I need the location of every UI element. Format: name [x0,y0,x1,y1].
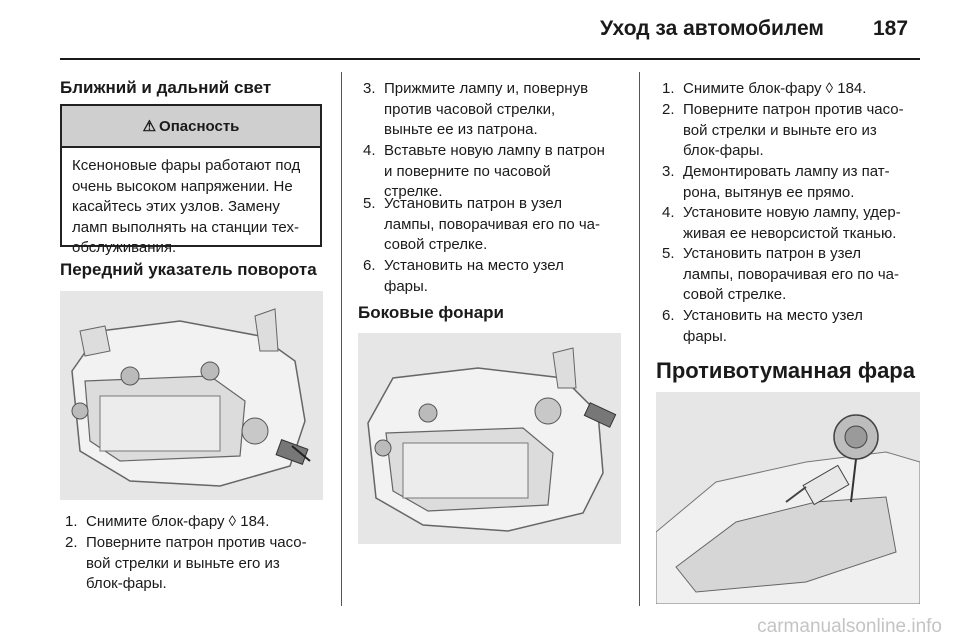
step-number: 2. [65,534,78,551]
step-line: вой стрелки и выньте его из [683,121,877,139]
step-number: 5. [662,245,675,262]
step-line: Установить патрон в узел [683,245,861,262]
step-line: живая ее неворсистой тканью. [683,224,897,242]
step-number: 3. [363,80,376,97]
step-line: Установить на место узел [683,307,863,324]
step-line: фары. [683,327,727,345]
headlamp-side-light-illustration [358,333,621,544]
warning-header [62,106,320,148]
watermark: carmanualsonline.info [757,616,942,637]
warning-box [60,104,322,256]
step-text [683,203,901,244]
step-line: Прижмите лампу и, повернув [384,80,589,97]
step-line: совой стрелке. [384,236,488,253]
step-number: 1. [65,513,78,530]
step-line: Установить на место узел [384,257,564,274]
section-heading-low-high-beam: Ближний и дальний свет [60,78,272,97]
step-line: Установите новую лампу, удер- [683,204,901,221]
step-text [683,244,899,306]
step-text [384,256,564,297]
warning-line: ламп выполнять на станции тех- [72,218,299,236]
step-line: выньте ее из патрона. [384,121,538,138]
section-heading-turn-signal: Передний указатель поворота [60,260,317,279]
step-line: лампы, поворачивая его по ча- [683,265,900,283]
step-number: 6. [363,257,376,274]
fog-lamp-illustration [656,392,920,604]
warning-line: Ксеноновые фары работают под [72,157,301,174]
warning-title: Опасность [159,117,240,135]
warning-line: касайтесь этих узлов. Замену [72,198,280,215]
step-text: Снимите блок-фару ◊ 184. [683,80,867,97]
step-line: стрелке. [384,183,443,200]
step-text [683,100,904,162]
step-line: и поверните по часовой [384,162,551,180]
step-number: 2. [662,101,675,118]
step-number: 5. [363,195,376,212]
step-line: блок-фары. [86,575,167,592]
step-number: 3. [662,163,675,180]
step-line: вой стрелки и выньте его из [86,554,280,572]
warning-line: обслуживания. [72,239,177,256]
warning-text [62,148,320,267]
step-line: Вставьте новую лампу в патрон [384,142,605,159]
step-line: Поверните патрон против часо- [683,101,904,118]
step-text: Снимите блок-фару ◊ 184. [86,513,270,530]
step-line: совой стрелке. [683,286,787,303]
step-text [683,162,890,203]
header-rule [60,58,920,60]
step-text [384,194,600,256]
step-number: 1. [662,80,675,97]
step-line: рона, вытянув ее прямо. [683,183,855,201]
step-line: блок-фары. [683,142,764,159]
warning-triangle-icon: ⚠ [142,118,157,135]
step-line: фары. [384,277,428,295]
step-line: Демонтировать лампу из пат- [683,163,890,180]
step-text [683,306,863,347]
page-number: 187 [873,17,909,40]
step-text [86,533,307,595]
warning-line: очень высоком напряжении. Не [72,177,293,195]
step-number: 6. [662,307,675,324]
column-divider [639,72,640,606]
step-line: против часовой стрелки, [384,100,556,118]
step-line: Поверните патрон против часо- [86,534,307,551]
headlamp-turn-signal-illustration [60,291,323,500]
section-heading-side-lights: Боковые фонари [358,303,505,322]
step-number: 4. [662,204,675,221]
step-number: 4. [363,142,376,159]
page-header-title: Уход за автомобилем [600,17,824,40]
step-text [384,79,588,141]
step-line: Установить патрон в узел [384,195,562,212]
column-divider [341,72,342,606]
section-heading-fog-lamp: Противотуманная фара [656,358,915,383]
step-line: лампы, поворачивая его по ча- [384,215,601,233]
